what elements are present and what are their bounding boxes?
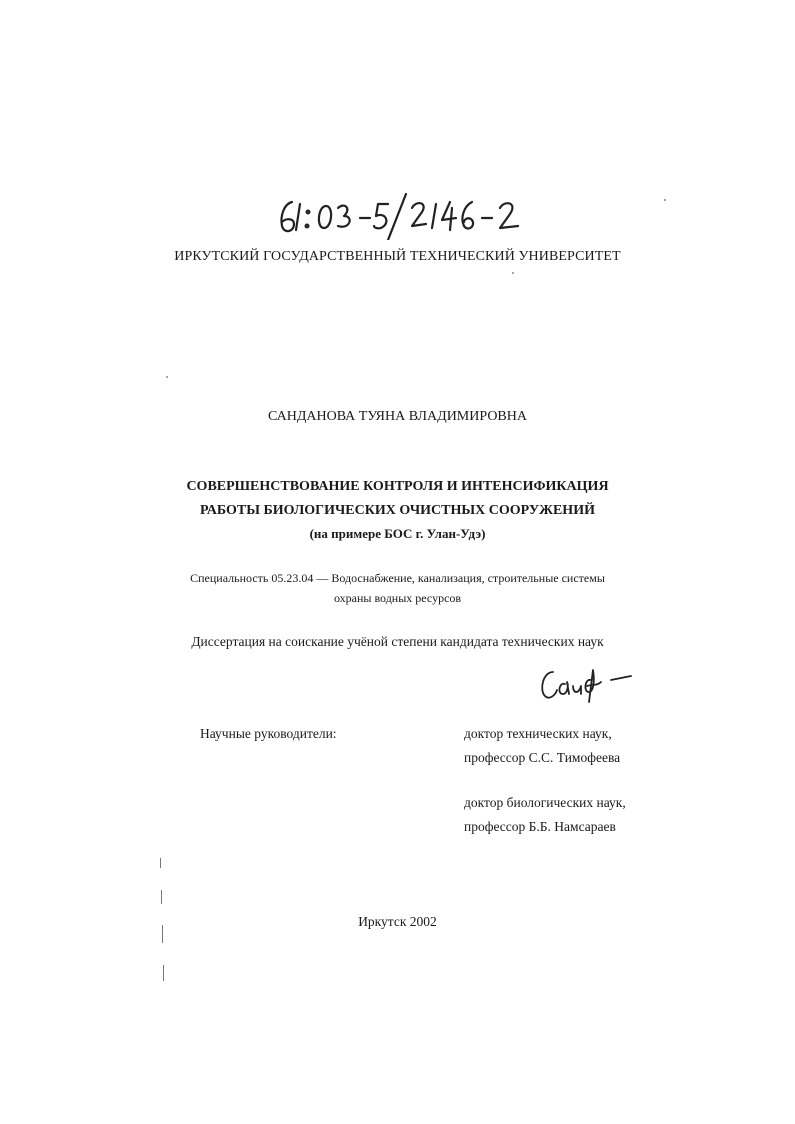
supervisor-2-degree: доктор биологических наук, — [464, 795, 626, 810]
scan-artifact-dot — [512, 272, 514, 274]
scan-artifact-mark — [163, 965, 164, 981]
thesis-title-line-1: СОВЕРШЕНСТВОВАНИЕ КОНТРОЛЯ И ИНТЕНСИФИКАЦИЯ — [186, 479, 609, 494]
city-year: Иркутск 2002 — [358, 914, 437, 929]
specialty-line-1: Специальность 05.23.04 — Водоснабжение, канализация, строительные системы — [190, 571, 605, 585]
university-name: ИРКУТСКИЙ ГОСУДАРСТВЕННЫЙ ТЕХНИЧЕСКИЙ УНИВЕРСИТЕТ — [174, 249, 621, 264]
supervisor-1-degree: доктор технических наук, — [464, 726, 612, 741]
supervisors-label: Научные руководители: — [200, 726, 337, 741]
scan-artifact-mark — [161, 890, 162, 904]
handwritten-archive-number — [270, 188, 570, 240]
supervisor-2-name: профессор Б.Б. Намсараев — [464, 819, 616, 834]
scan-artifact-dot — [664, 199, 666, 201]
scan-artifact-dot — [166, 376, 168, 378]
specialty-line-2: охраны водных ресурсов — [333, 591, 462, 605]
supervisor-1-name: профессор С.С. Тимофеева — [464, 750, 621, 765]
thesis-title-line-2: РАБОТЫ БИОЛОГИЧЕСКИХ ОЧИСТНЫХ СООРУЖЕНИЙ — [200, 503, 595, 518]
scan-artifact-mark — [162, 925, 163, 943]
author-name: САНДАНОВА ТУЯНА ВЛАДИМИРОВНА — [267, 409, 527, 424]
scan-artifact-mark — [160, 858, 161, 868]
handwritten-signature — [535, 660, 635, 706]
dissertation-degree-note: Диссертация на соискание учёной степени кандидата технических наук — [191, 634, 604, 649]
thesis-title-subtitle: (на примере БОС г. Улан-Удэ) — [309, 526, 486, 541]
